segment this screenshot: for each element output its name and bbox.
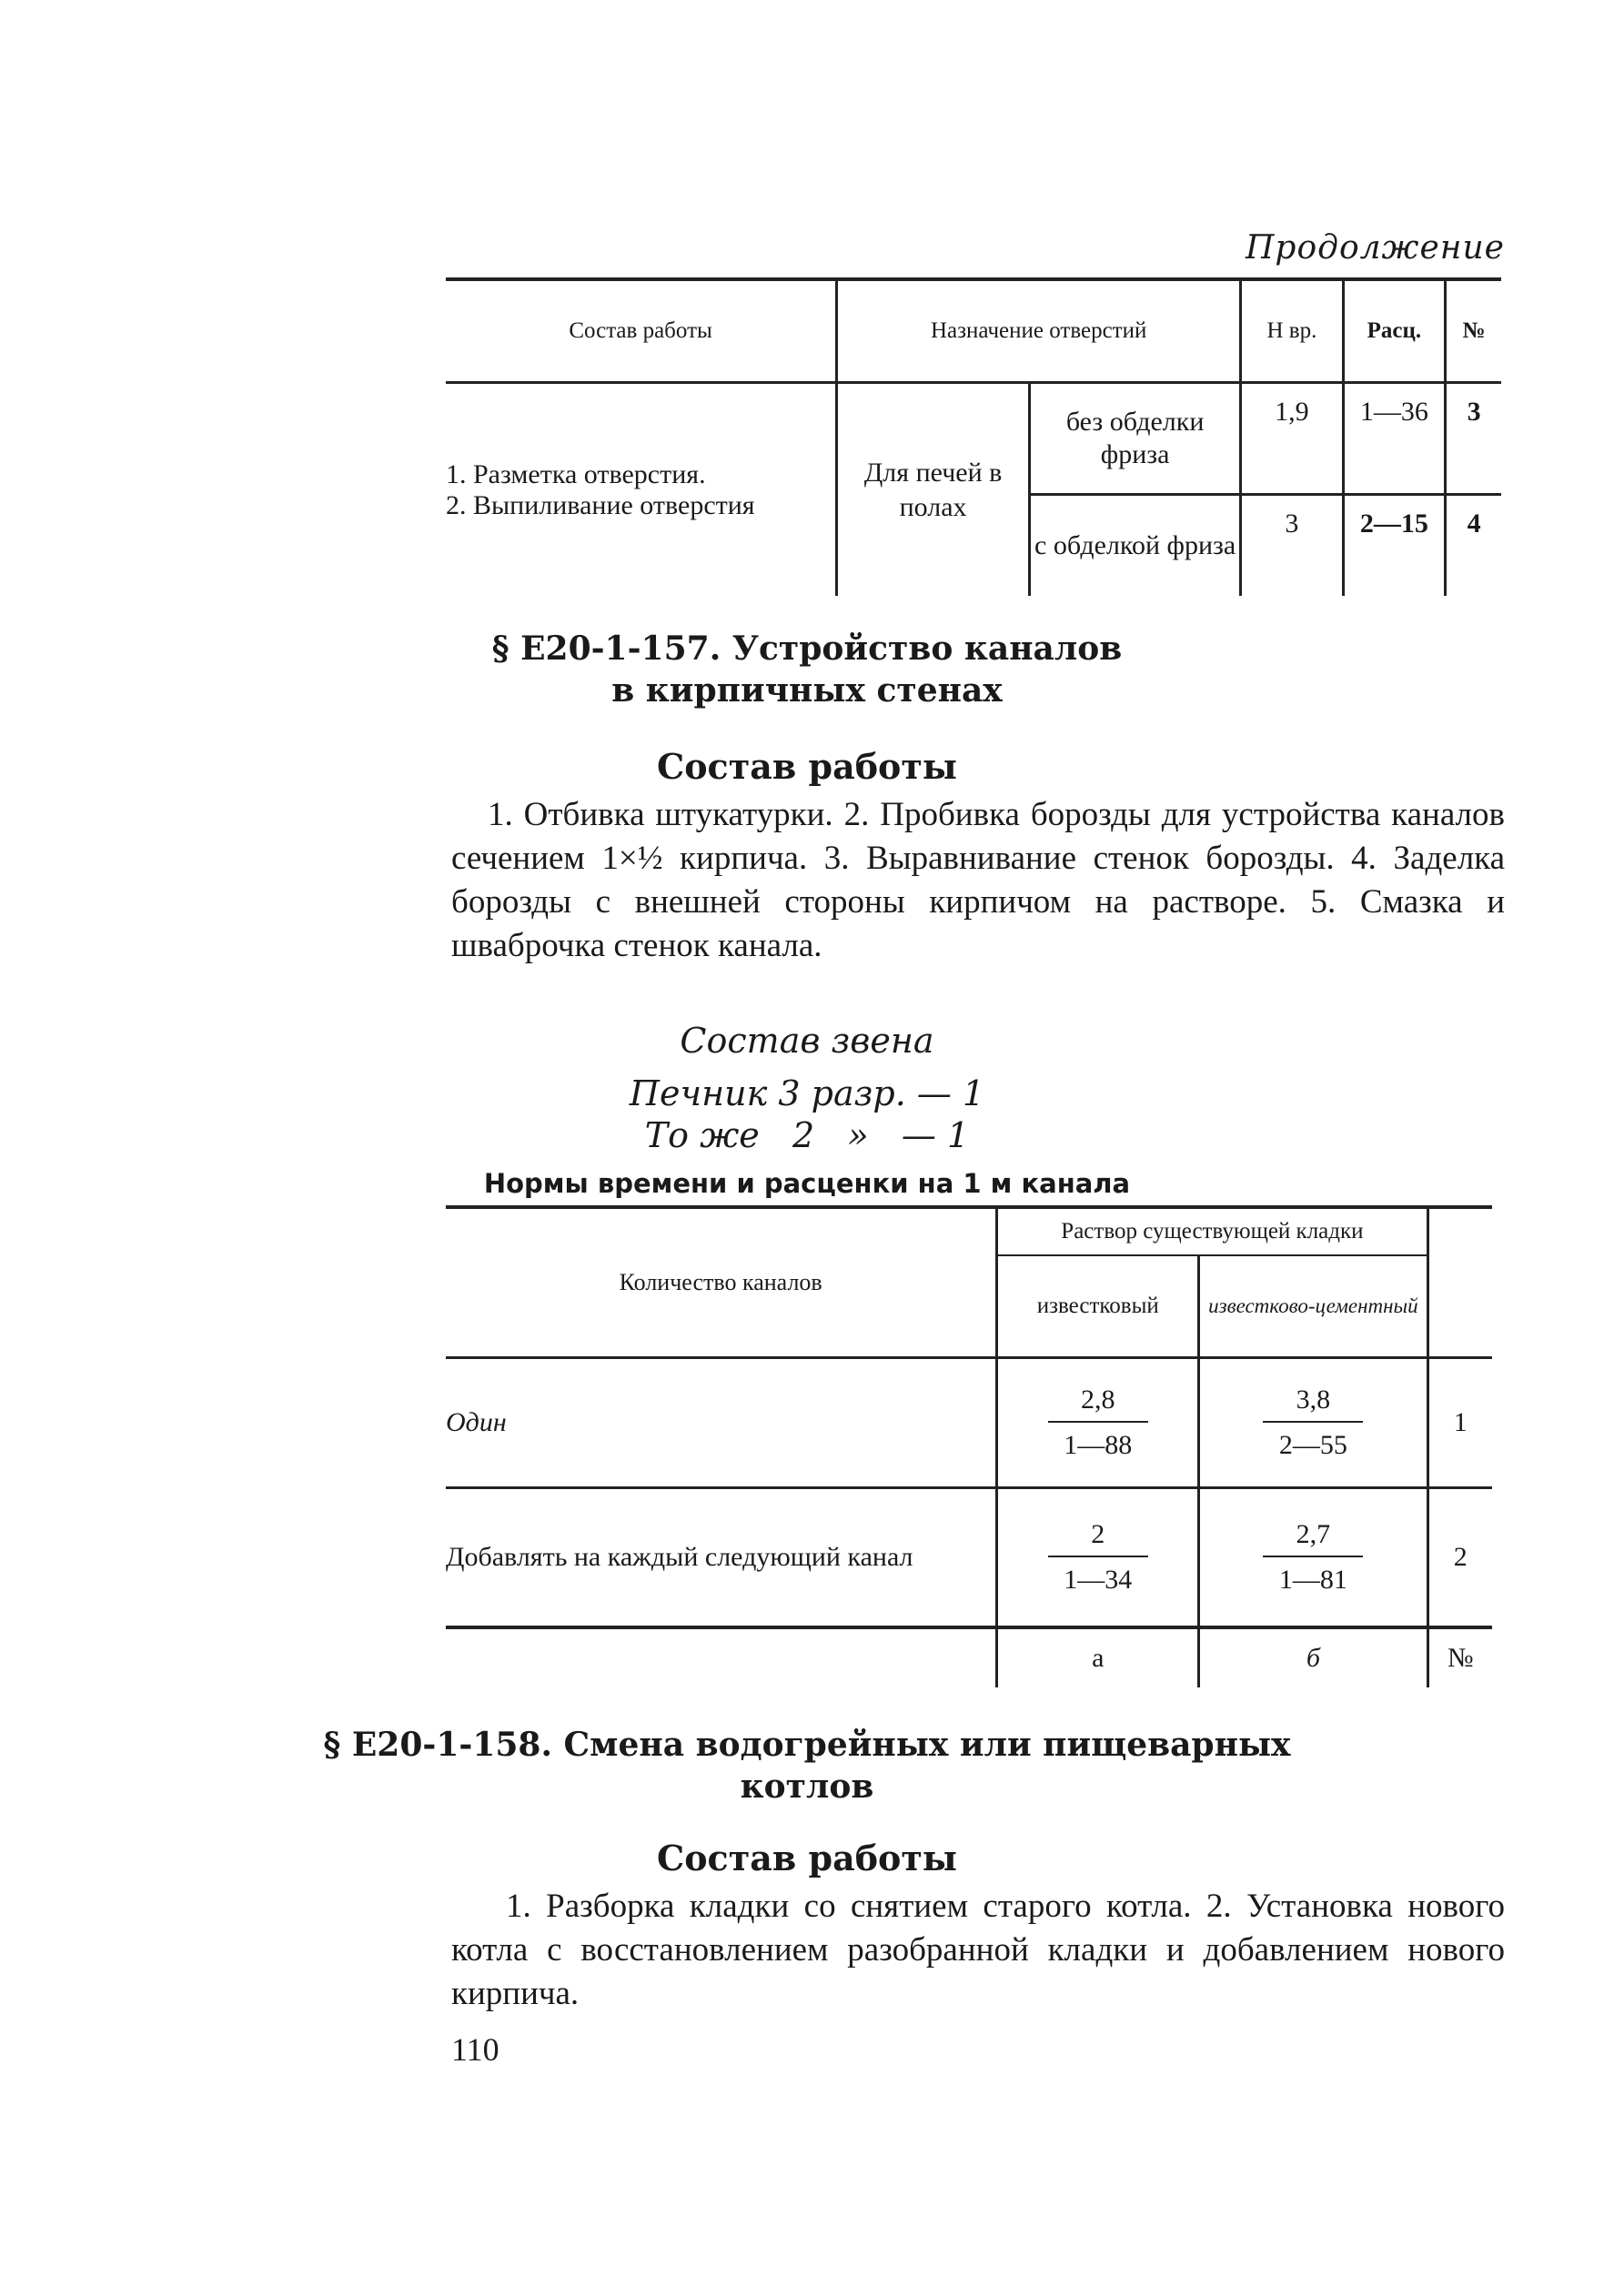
num-1: 3	[1446, 383, 1501, 495]
footer-a: а	[997, 1627, 1199, 1687]
row-one-lime-norm: 2,8	[1048, 1385, 1148, 1423]
rate-1: 1—36	[1343, 383, 1446, 495]
row-add-limecement	[1199, 1488, 1427, 1628]
row-one-limecement-rate: 2—55	[1278, 1430, 1347, 1460]
section-158-title-line2: котлов	[740, 1767, 874, 1806]
crew-line-1: Печник 3 разр. — 1	[629, 1073, 985, 1113]
footer-b: б	[1199, 1627, 1427, 1687]
section-158-title-line1: § Е20-1-158. Смена водогрейных или пищеварных	[323, 1726, 1291, 1764]
th-work: Состав работы	[446, 279, 837, 383]
table-channels	[446, 1205, 1492, 1687]
row-add-limecement-norm: 2,7	[1263, 1519, 1363, 1557]
section-158-title	[0, 1724, 1614, 1808]
norms-caption: Нормы времени и расценки на 1 м канала	[483, 1168, 1131, 1199]
purpose-cell: Для печей в полах	[837, 383, 1030, 597]
row-one-lime	[997, 1358, 1199, 1488]
rate-2: 2—15	[1343, 495, 1446, 597]
section-158-work-heading: Состав работы	[656, 1838, 958, 1878]
footer-num: №	[1447, 1643, 1474, 1673]
crew-line-2: То же 2 » — 1	[644, 1115, 970, 1155]
variant-2: с обделкой фриза	[1030, 495, 1241, 597]
th-norm: Н вр.	[1241, 279, 1343, 383]
row-one-num: 1	[1427, 1358, 1492, 1488]
section-157-title	[0, 628, 1614, 711]
section-157-work-text: 1. Отбивка штукатурки. 2. Пробивка борозды для устройства каналов сечением 1×½ кирпича. 3. Выравнивание стенок борозды. 4. Заделка борозды с внешней стороны кирпичом на растворе. 5. Смазка и шваброчка стенок канала.	[451, 796, 1505, 964]
row-add-num: 2	[1427, 1488, 1492, 1628]
num-2: 4	[1467, 509, 1481, 539]
page-number: 110	[451, 2031, 499, 2068]
row-one-label: Один	[446, 1358, 997, 1488]
row-add-limecement-rate: 1—81	[1278, 1565, 1347, 1595]
crew-heading: Состав звена	[680, 1021, 934, 1061]
th-blank	[1427, 1207, 1492, 1358]
row-add-lime-norm: 2	[1048, 1519, 1148, 1557]
row-add-lime-rate: 1—34	[1064, 1565, 1133, 1595]
norm-2: 3	[1241, 495, 1343, 597]
section-157-work-heading: Состав работы	[656, 746, 958, 787]
row-one-limecement-norm: 3,8	[1263, 1385, 1363, 1423]
footer-blank	[446, 1627, 997, 1687]
norm-1: 1,9	[1241, 383, 1343, 495]
table-openings	[446, 277, 1501, 596]
continuation-label: Продолжение	[1246, 229, 1505, 267]
th-purpose: Назначение отверстий	[837, 279, 1241, 383]
th-rate: Расц.	[1343, 279, 1446, 383]
section-158-work-text: 1. Разборка кладки со снятием старого котла. 2. Установка нового котла с восстановлением разобранной кладки и добавлением нового кирпича.	[451, 1888, 1505, 2012]
th-mortar-group: Раствор существующей кладки	[997, 1207, 1427, 1255]
th-lime-cement: известково-цементный	[1199, 1255, 1427, 1358]
variant-1: без обделки фриза	[1030, 383, 1241, 495]
th-count: Количество каналов	[446, 1207, 997, 1358]
row-one-limecement	[1199, 1358, 1427, 1488]
work-step-2: 2. Выпиливание отверстия	[446, 489, 755, 520]
work-cell	[446, 383, 837, 597]
row-one-lime-rate: 1—88	[1064, 1430, 1133, 1460]
th-num: №	[1446, 279, 1501, 383]
row-add-label: Добавлять на каждый следующий канал	[446, 1488, 997, 1628]
th-lime: известковый	[997, 1255, 1199, 1358]
work-step-1: 1. Разметка отверстия.	[446, 458, 706, 489]
row-add-lime	[997, 1488, 1199, 1628]
section-157-title-line2: в кирпичных стенах	[611, 671, 1003, 710]
section-157-title-line1: § Е20-1-157. Устройство каналов	[491, 629, 1123, 668]
